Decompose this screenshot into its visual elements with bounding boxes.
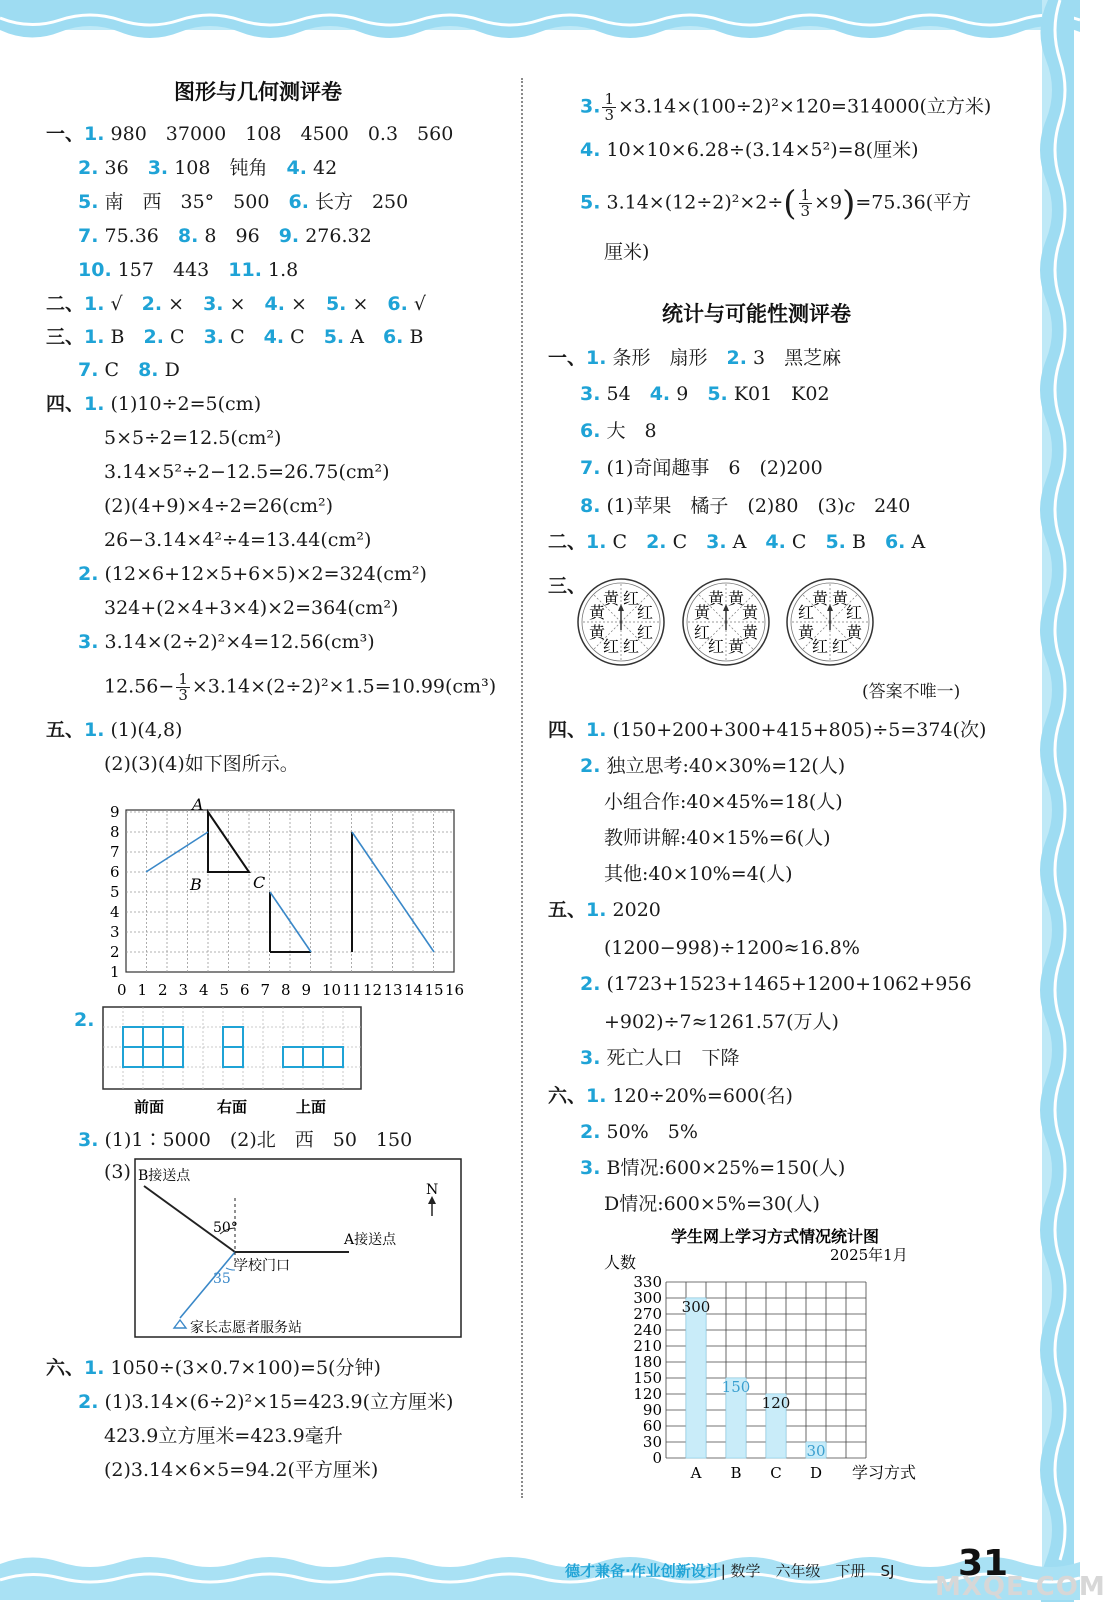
- left-s5-q2-num: 2.: [74, 1009, 95, 1031]
- right-s1-line5: 8. (1)苹果 橘子 (2)80 (3)c 240: [580, 495, 911, 517]
- right-s4-line2: 2. 独立思考:40×30%=12(人): [580, 755, 846, 777]
- bottom-wave-border: [0, 1530, 1074, 1600]
- left-s6-line1: 六、1. 1050÷(3×0.7×100)=5(分钟): [46, 1357, 381, 1379]
- grid-x-tick: 4: [199, 981, 209, 999]
- label-c: C: [253, 873, 266, 892]
- view-label-right: 右面: [217, 1098, 248, 1116]
- grid-x-tick: 8: [281, 981, 291, 999]
- wheel-label: 黄: [708, 588, 725, 608]
- top-view: [283, 1047, 343, 1067]
- grid-x-tick: 11: [342, 981, 362, 999]
- left-s6-line4: (2)3.14×6×5=94.2(平方厘米): [104, 1459, 379, 1481]
- grid-x-tick: 6: [240, 981, 250, 999]
- right-view: [223, 1027, 243, 1067]
- chart-y-tick: 330: [633, 1273, 662, 1291]
- right-s3-note: (答案不唯一): [862, 682, 961, 702]
- left-s1-line3: 5. 南 西 35° 500 6. 长方 250: [78, 191, 409, 213]
- grid-x-tick: 9: [301, 981, 312, 999]
- front-view: [123, 1027, 183, 1067]
- chart-y-tick: 60: [642, 1417, 662, 1435]
- spinner-wheel: [683, 579, 769, 665]
- grid-y-tick: 5: [110, 883, 120, 901]
- chart-x-tick: B: [730, 1464, 742, 1482]
- right-top-line5: 5. 3.14×(12÷2)²×2÷( $\frac{1}{3}$ ×9)=75.36(平方: [580, 183, 972, 224]
- right-s1-line3: 6. 大 8: [580, 420, 657, 442]
- wheel-label: 红: [622, 637, 639, 657]
- wheel-label: 黄: [812, 588, 829, 608]
- chart-x-tick: A: [690, 1464, 702, 1482]
- right-s5-line4: +902)÷7≈1261.57(万人): [604, 1011, 839, 1033]
- top-wave-border: [0, 0, 1074, 60]
- footer: [565, 1560, 894, 1581]
- wheel-label: 黄: [693, 603, 710, 623]
- map-prefix: (3): [104, 1161, 131, 1183]
- coordinate-grid-figure: [100, 790, 480, 1015]
- right-s5-line5: 3. 死亡人口 下降: [580, 1047, 740, 1069]
- wheel-label: 黄: [727, 588, 744, 608]
- right-s6-line4: D情况:600×5%=30(人): [604, 1193, 820, 1215]
- left-s4-line2: 5×5÷2=12.5(cm²): [104, 427, 282, 449]
- left-s6-line3: 423.9立方厘米=423.9毫升: [104, 1425, 343, 1447]
- right-section-title: 统计与可能性测评卷: [662, 302, 851, 326]
- wheel-label: 黄: [588, 603, 605, 623]
- left-s4-line8: 3. 3.14×(2÷2)²×4=12.56(cm³): [78, 631, 375, 653]
- grid-x-tick: 12: [363, 981, 383, 999]
- chart-x-tick: C: [770, 1464, 782, 1482]
- spinner-wheel: [787, 579, 873, 665]
- left-s4-line3: 3.14×5²÷2−12.5=26.75(cm²): [104, 461, 390, 483]
- grid-y-ticks: [110, 803, 120, 981]
- grid-x-tick: 14: [404, 981, 424, 999]
- left-s4-line4: (2)(4+9)×4÷2=26(cm²): [104, 495, 334, 517]
- left-s5-line2: (2)(3)(4)如下图所示。: [104, 753, 299, 775]
- right-s1-line1: 一、1. 条形 扇形 2. 3 黑芝麻: [548, 347, 842, 369]
- grid-y-tick: 8: [110, 823, 120, 841]
- wheel-label: 黄: [797, 622, 814, 642]
- chart-bar: [686, 1298, 706, 1458]
- wheel-label: 黄: [742, 603, 759, 623]
- spinner-wheel: [578, 579, 664, 665]
- right-s3-label: 三、: [548, 575, 587, 597]
- right-s4-line3: 小组合作:40×45%=18(人): [604, 791, 843, 813]
- grid-x-tick: 0: [117, 981, 127, 999]
- grid-x-tick: 13: [383, 981, 403, 999]
- map-angle2: 35: [213, 1271, 231, 1287]
- grid-x-tick: 16: [445, 981, 465, 999]
- chart-y-tick: 240: [633, 1321, 662, 1339]
- left-s5-line1: 五、1. (1)(4,8): [46, 719, 183, 741]
- chart-xlabel: 学习方式: [852, 1463, 917, 1482]
- left-s1-line2: 2. 36 3. 108 钝角 4. 42: [78, 157, 338, 179]
- three-views-figure: [102, 1006, 364, 1126]
- wheel-label: 黄: [727, 637, 744, 657]
- chart-y-tick: 0: [652, 1449, 662, 1467]
- left-section-title: 图形与几何测评卷: [174, 80, 342, 104]
- chart-y-tick: 150: [633, 1369, 662, 1387]
- chart-x-tick: D: [809, 1464, 823, 1482]
- footer-info: | 数学 六年级 下册 SJ: [720, 1562, 895, 1580]
- footer-brand: 德才兼备·作业创新设计: [565, 1562, 721, 1580]
- right-wave-border: [1014, 0, 1074, 1600]
- wheel-label: 红: [846, 603, 863, 623]
- grid-y-tick: 6: [110, 863, 120, 881]
- right-s2-line: 二、1. C 2. C 3. A 4. C 5. B 6. A: [548, 531, 926, 553]
- right-triangle-diag-blue: [352, 832, 434, 952]
- grid-x-tick: 10: [322, 981, 342, 999]
- map-school: 学校门口: [234, 1258, 290, 1274]
- left-s1-line5: 10. 157 443 11. 1.8: [78, 259, 299, 281]
- wheel-label: 黄: [603, 588, 620, 608]
- grid-lines: [126, 810, 454, 972]
- right-s1-line4: 7. (1)奇闻趣事 6 (2)200: [580, 457, 823, 479]
- left-s1-line4: 7. 75.36 8. 8 96 9. 276.32: [78, 225, 372, 247]
- grid-y-tick: 2: [110, 943, 120, 961]
- chart-title: 学生网上学习方式情况统计图: [670, 1227, 880, 1246]
- wheel-label: 红: [637, 603, 654, 623]
- wheel-label: 红: [708, 637, 725, 657]
- grid-y-tick: 7: [110, 843, 120, 861]
- right-s1-line2: 3. 54 4. 9 5. K01 K02: [580, 383, 830, 405]
- chart-data-label: 300: [681, 1298, 711, 1316]
- chart-ylabel: 人数: [604, 1253, 637, 1272]
- map-b-point: B接送点: [138, 1168, 191, 1184]
- chart-y-tick: 270: [633, 1305, 662, 1323]
- left-s4-line5: 26−3.14×4²÷4=13.44(cm²): [104, 529, 372, 551]
- watermark: MXQE.COM: [935, 1572, 1106, 1602]
- right-s5-line1: 五、1. 2020: [548, 899, 661, 921]
- chart-y-tick: 30: [642, 1433, 662, 1451]
- mid-triangle-diag-blue: [270, 892, 311, 952]
- chart-data-label: 150: [721, 1378, 751, 1396]
- map-north: N: [426, 1182, 439, 1198]
- wheel-label: 红: [637, 622, 654, 642]
- left-s4-line9: 12.56− $\frac{1}{3}$ ×3.14×(2÷2)²×1.5=10.99(cm³): [104, 670, 497, 704]
- grid-x-ticks: [117, 981, 464, 999]
- grid-y-tick: 1: [110, 963, 120, 981]
- right-s5-line3: 2. (1723+1523+1465+1200+1062+956: [580, 973, 972, 995]
- wheel-label: 黄: [846, 622, 863, 642]
- wheel-label: 红: [812, 637, 829, 657]
- right-s6-line1: 六、1. 120÷20%=600(名): [548, 1085, 793, 1107]
- grid-y-tick: 9: [110, 803, 120, 821]
- grid-x-tick: 3: [178, 981, 189, 999]
- left-s2-line: 二、1. √ 2. × 3. × 4. × 5. × 6. √: [46, 293, 426, 315]
- left-s4-line6: 2. (12×6+12×5+6×5)×2=324(cm²): [78, 563, 427, 585]
- map-station: 家长志愿者服务站: [190, 1320, 302, 1336]
- left-s1-line1: 一、1. 980 37000 108 4500 0.3 560: [46, 123, 454, 145]
- wheel-label: 黄: [588, 622, 605, 642]
- spinner-wheels-figure: [578, 574, 908, 674]
- view-label-top: 上面: [296, 1098, 327, 1116]
- chart-y-tick: 120: [633, 1385, 662, 1403]
- left-s3-line1: 三、1. B 2. C 3. C 4. C 5. A 6. B: [46, 326, 424, 348]
- right-top-line6: 厘米): [604, 241, 650, 263]
- bar-chart: [600, 1220, 950, 1510]
- fraction-one-third: $\frac{1}{3}$: [178, 670, 188, 704]
- right-s6-line2: 2. 50% 5%: [580, 1121, 698, 1143]
- chart-y-tick: 90: [642, 1401, 662, 1419]
- left-s3-line2: 7. C 8. D: [78, 359, 180, 381]
- right-top-line3: 3. $\frac{1}{3}$ ×3.14×(100÷2)²×120=314000(立方米): [580, 90, 992, 124]
- chart-y-tick: 210: [633, 1337, 662, 1355]
- right-s5-line2: (1200−998)÷1200≈16.8%: [604, 937, 860, 959]
- grid-y-tick: 4: [110, 903, 120, 921]
- right-s4-line1: 四、1. (150+200+300+415+805)÷5=374(次): [548, 719, 987, 741]
- left-s5-line3: 3. (1)1∶5000 (2)北 西 50 150: [78, 1129, 413, 1151]
- fraction-one-third-c: $\frac{1}{3}$: [800, 186, 811, 220]
- grid-x-tick: 15: [424, 981, 444, 999]
- wheel-label: 红: [603, 637, 620, 657]
- chart-data-label: 30: [806, 1442, 826, 1460]
- grid-x-tick: 5: [219, 981, 230, 999]
- grid-y-tick: 3: [110, 923, 120, 941]
- label-b: B: [190, 875, 202, 894]
- right-top-line4: 4. 10×10×6.28÷(3.14×5²)=8(厘米): [580, 139, 919, 161]
- right-s6-line3: 3. B情况:600×25%=150(人): [580, 1157, 846, 1179]
- left-s4-line1: 四、1. (1)10÷2=5(cm): [46, 393, 262, 415]
- wheel-label: 黄: [831, 588, 848, 608]
- left-s6-line2: 2. (1)3.14×(6÷2)²×15=423.9(立方厘米): [78, 1391, 454, 1413]
- grid-x-tick: 2: [158, 981, 168, 999]
- label-a: A: [192, 795, 204, 814]
- route-map-figure: [134, 1158, 464, 1340]
- map-a-point: A接送点: [344, 1232, 397, 1248]
- wheel-label: 红: [831, 637, 848, 657]
- chart-subtitle: 2025年1月: [830, 1246, 908, 1264]
- wheel-label: 红: [622, 588, 639, 608]
- left-s4-line7: 324+(2×4+3×4)×2=364(cm²): [104, 597, 399, 619]
- fraction-one-third-b: $\frac{1}{3}$: [604, 90, 614, 124]
- right-s4-line4: 教师讲解:40×15%=6(人): [604, 827, 831, 849]
- view-label-front: 前面: [134, 1098, 165, 1116]
- chart-data-label: 120: [761, 1394, 791, 1412]
- wheel-label: 红: [797, 603, 814, 623]
- wheel-label: 红: [693, 622, 710, 642]
- page-number: 31: [958, 1543, 1009, 1584]
- map-angle1: 50°: [213, 1220, 238, 1236]
- chart-y-tick: 180: [633, 1353, 662, 1371]
- grid-x-tick: 7: [260, 981, 271, 999]
- right-s4-line5: 其他:40×10%=4(人): [604, 863, 793, 885]
- column-divider: [521, 78, 523, 1498]
- wheel-label: 黄: [742, 622, 759, 642]
- grid-x-tick: 1: [137, 981, 148, 999]
- chart-y-tick: 300: [633, 1289, 662, 1307]
